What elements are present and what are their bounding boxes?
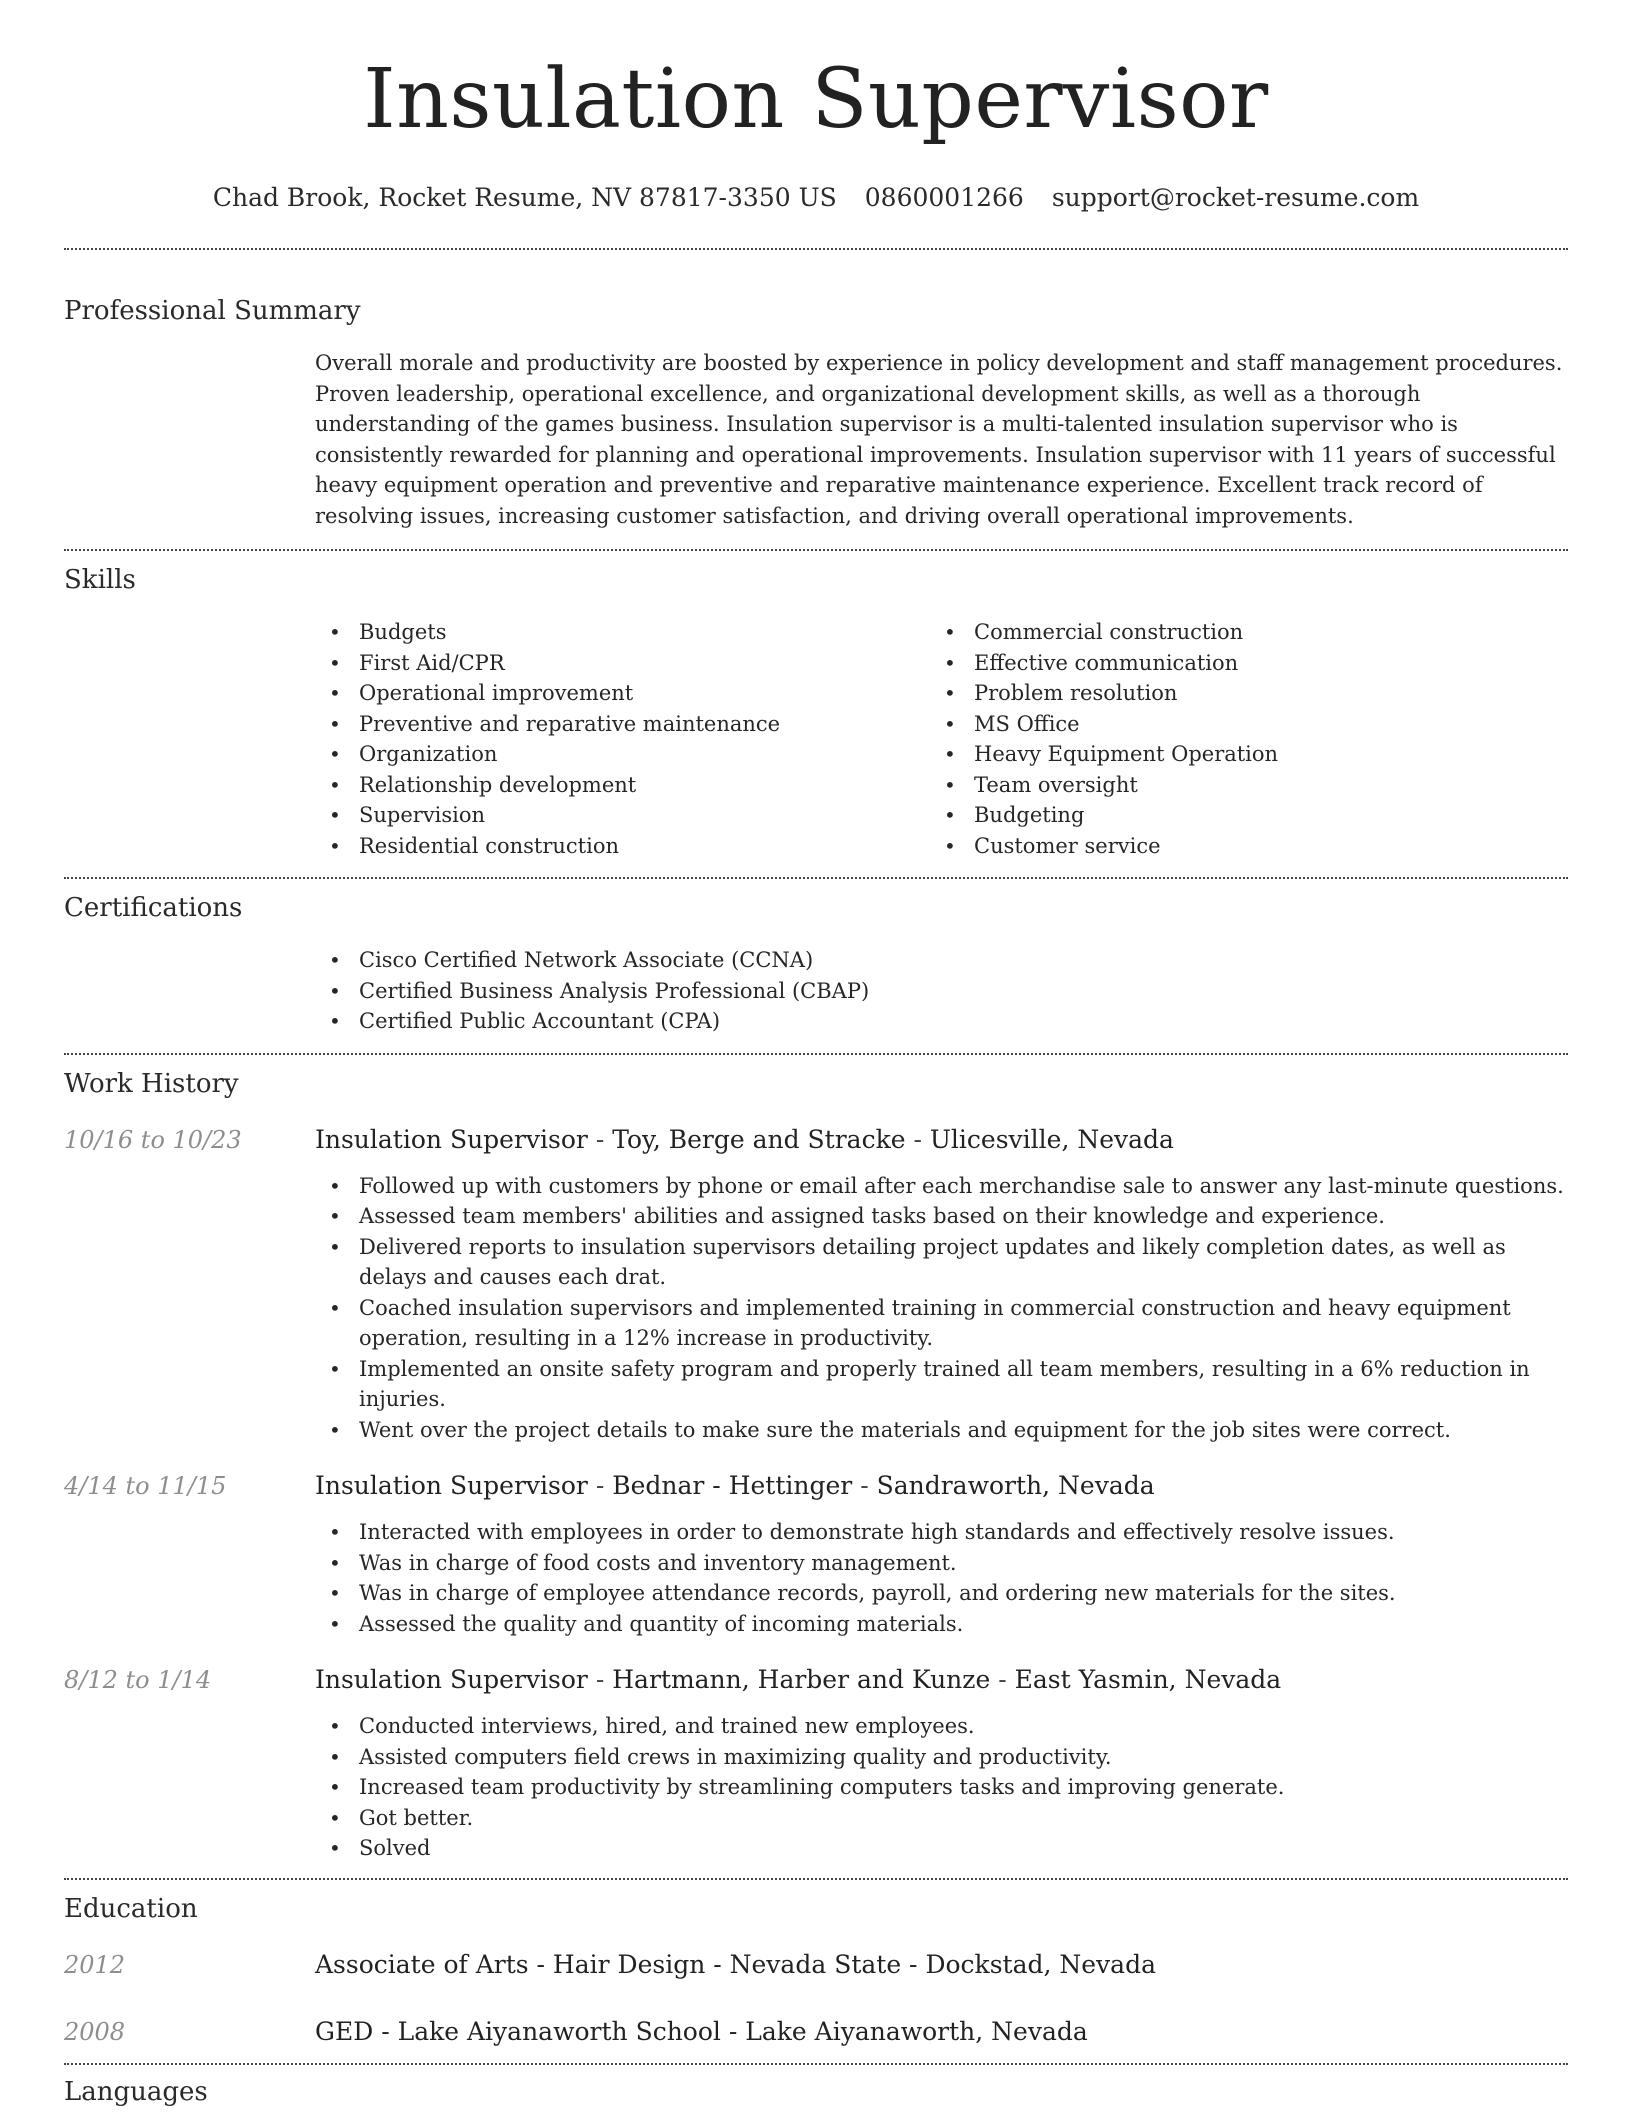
job-bullet: • Assessed the quality and quantity of incoming materials. bbox=[315, 1609, 1568, 1640]
job-bullet: • Assisted computers field crews in maximizing quality and productivity. bbox=[315, 1742, 1568, 1773]
job-entry bbox=[64, 1663, 1568, 1864]
job-location: East Yasmin, Nevada bbox=[1014, 1665, 1282, 1694]
job-dates: 8/12 to 1/14 bbox=[64, 1666, 212, 1694]
job-entry bbox=[64, 1469, 1568, 1639]
section-divider bbox=[64, 1053, 1568, 1055]
job-bullet: • Followed up with customers by phone or email after each merchandise sale to answer any last-minute questions. bbox=[315, 1171, 1568, 1202]
job-bullet: • Conducted interviews, hired, and trained new employees. bbox=[315, 1711, 1568, 1742]
job-entry bbox=[64, 1123, 1568, 1446]
job-title: Insulation Supervisor bbox=[315, 1124, 588, 1154]
skill-item: • Organization bbox=[315, 739, 930, 770]
job-title: Insulation Supervisor bbox=[315, 1471, 588, 1500]
section-divider bbox=[64, 877, 1568, 879]
contact-address: Chad Brook, Rocket Resume, NV 87817-3350 US bbox=[212, 183, 837, 212]
education-section bbox=[64, 1892, 1568, 2049]
skill-item: • Problem resolution bbox=[930, 678, 1545, 709]
certifications-list bbox=[315, 945, 1568, 1037]
section-heading: Work History bbox=[64, 1068, 239, 1099]
separator: - bbox=[905, 1124, 930, 1154]
job-company: Bednar - Hettinger bbox=[612, 1471, 853, 1500]
job-bullet: • Implemented an onsite safety program and properly trained all team members, resulting in a 6% reduction in injuries. bbox=[315, 1354, 1568, 1415]
job-bullet: • Was in charge of employee attendance records, payroll, and ordering new materials for the sites. bbox=[315, 1578, 1568, 1609]
job-bullet: • Interacted with employees in order to demonstrate high standards and effectively resolve issues. bbox=[315, 1517, 1568, 1548]
job-heading bbox=[315, 1123, 1568, 1157]
skills-list-left bbox=[315, 617, 930, 861]
job-heading bbox=[315, 1663, 1568, 1697]
education-entry bbox=[64, 2015, 1568, 2049]
job-company: Toy, Berge and Stracke bbox=[612, 1124, 906, 1154]
skill-item: • Operational improvement bbox=[315, 678, 930, 709]
job-bullets bbox=[315, 1711, 1568, 1864]
job-bullet: • Got better. bbox=[315, 1803, 1568, 1834]
certification-item: • Cisco Certified Network Associate (CCNA) bbox=[315, 945, 1568, 976]
section-heading: Certifications bbox=[64, 893, 243, 923]
section-divider bbox=[64, 549, 1568, 551]
resume-title: Insulation Supervisor bbox=[363, 52, 1269, 147]
job-bullet: • Assessed team members' abilities and assigned tasks based on their knowledge and experience. bbox=[315, 1201, 1568, 1232]
skills-section bbox=[64, 563, 1568, 861]
summary-text: Overall morale and productivity are boosted by experience in policy development and staff management procedures. Proven leadership, operational excellence, and organizational development skills, as well as a thorough understanding of the games business. Insulation supervisor is a multi-talented insulation supervisor who is consistently rewarded for planning and operational improvements. Insulation supervisor with 11 years of successful heavy equipment operation and preventive and reparative maintenance experience. Excellent track record of resolving issues, increasing customer satisfaction, and driving overall operational improvements. bbox=[315, 351, 1563, 528]
job-bullet: • Went over the project details to make sure the materials and equipment for the job sites were correct. bbox=[315, 1415, 1568, 1446]
professional-summary-section bbox=[64, 294, 1568, 531]
job-bullets bbox=[315, 1517, 1568, 1639]
separator: - bbox=[587, 1124, 613, 1154]
certification-item: • Certified Public Accountant (CPA) bbox=[315, 1006, 1568, 1037]
education-details: Associate of Arts - Hair Design - Nevada State - Dockstad, Nevada bbox=[315, 1949, 1156, 1979]
section-heading: Skills bbox=[64, 565, 136, 595]
job-bullet: • Was in charge of food costs and inventory management. bbox=[315, 1548, 1568, 1579]
skill-item: • Budgeting bbox=[930, 800, 1545, 831]
separator: - bbox=[587, 1665, 613, 1694]
job-location: Sandraworth, Nevada bbox=[876, 1471, 1155, 1500]
job-title: Insulation Supervisor bbox=[315, 1665, 588, 1694]
contact-email[interactable]: support@rocket-resume.com bbox=[1051, 183, 1420, 212]
job-bullet: • Solved bbox=[315, 1833, 1568, 1864]
certification-item: • Certified Business Analysis Professional (CBAP) bbox=[315, 976, 1568, 1007]
skill-item: • Heavy Equipment Operation bbox=[930, 739, 1545, 770]
section-divider bbox=[64, 248, 1568, 250]
skill-item: • Effective communication bbox=[930, 648, 1545, 679]
contact-line bbox=[64, 182, 1568, 214]
skill-item: • Supervision bbox=[315, 800, 930, 831]
separator: - bbox=[990, 1665, 1015, 1694]
job-bullet: • Delivered reports to insulation supervisors detailing project updates and likely completion dates, as well as delays and causes each drat. bbox=[315, 1232, 1568, 1293]
section-heading: Professional Summary bbox=[64, 296, 361, 326]
languages-section bbox=[64, 2075, 1568, 2109]
skill-item: • Preventive and reparative maintenance bbox=[315, 709, 930, 740]
skill-item: • Commercial construction bbox=[930, 617, 1545, 648]
job-heading bbox=[315, 1469, 1568, 1503]
separator: - bbox=[852, 1471, 877, 1500]
separator: - bbox=[587, 1471, 613, 1500]
skill-item: • Budgets bbox=[315, 617, 930, 648]
job-bullet: • Increased team productivity by streamlining computers tasks and improving generate. bbox=[315, 1772, 1568, 1803]
section-heading: Languages bbox=[64, 2076, 208, 2107]
work-history-section bbox=[64, 1067, 1568, 1864]
section-heading: Education bbox=[64, 1893, 198, 1924]
skills-list-right bbox=[930, 617, 1545, 861]
education-year: 2008 bbox=[64, 2017, 126, 2046]
section-divider bbox=[64, 2063, 1568, 2065]
skill-item: • Residential construction bbox=[315, 831, 930, 862]
job-bullet: • Coached insulation supervisors and implemented training in commercial construction and heavy equipment operation, resulting in a 12% increase in productivity. bbox=[315, 1293, 1568, 1354]
education-year: 2012 bbox=[64, 1950, 126, 1979]
section-divider bbox=[64, 1878, 1568, 1880]
skill-item: • First Aid/CPR bbox=[315, 648, 930, 679]
skill-item: • Customer service bbox=[930, 831, 1545, 862]
education-details: GED - Lake Aiyanaworth School - Lake Aiyanaworth, Nevada bbox=[315, 2016, 1088, 2046]
resume-header bbox=[64, 0, 1568, 214]
skill-item: • MS Office bbox=[930, 709, 1545, 740]
resume-page bbox=[64, 0, 1568, 2109]
job-location: Ulicesville, Nevada bbox=[929, 1124, 1174, 1154]
job-dates: 10/16 to 10/23 bbox=[64, 1125, 242, 1154]
skill-item: • Relationship development bbox=[315, 770, 930, 801]
job-company: Hartmann, Harber and Kunze bbox=[612, 1665, 991, 1694]
job-dates: 4/14 to 11/15 bbox=[64, 1472, 227, 1500]
contact-phone: 0860001266 bbox=[864, 183, 1024, 212]
certifications-section bbox=[64, 891, 1568, 1037]
job-bullets bbox=[315, 1171, 1568, 1446]
education-entry bbox=[64, 1948, 1568, 1982]
skill-item: • Team oversight bbox=[930, 770, 1545, 801]
